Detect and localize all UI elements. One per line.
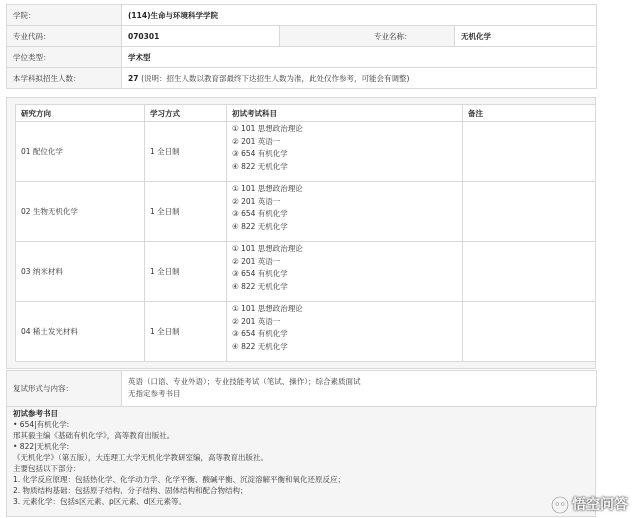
retest-table	[6, 370, 597, 407]
quota-cell	[122, 68, 597, 89]
college-value: (114)生命与环境科学学院	[122, 5, 597, 26]
major-name-label	[280, 26, 455, 47]
header-exam: 初试考试科目	[227, 105, 463, 122]
remark-cell	[463, 182, 596, 242]
exam-cell	[227, 182, 463, 242]
mode-cell: 1 全日制	[145, 302, 227, 362]
retest-label: 复试形式与内容：	[7, 371, 122, 407]
major-row	[7, 26, 597, 47]
books-line: 3. 元素化学：包括s区元素、p区元素、d区元素等。	[13, 497, 186, 506]
major-code-value: 070301	[122, 26, 280, 47]
exam-item: ④ 822 无机化学	[232, 221, 288, 231]
books-line: 2. 物质结构基础：包括原子结构、分子结构、固体结构和配合物结构；	[13, 486, 248, 495]
direction-cell: 02 生物无机化学	[16, 182, 145, 242]
exam-item: ① 101 思想政治理论	[232, 244, 303, 253]
reference-books	[6, 407, 596, 517]
books-line: • 654|有机化学:	[13, 420, 70, 429]
exam-item: ② 201 英语一	[232, 136, 281, 146]
exam-item: ② 201 英语一	[232, 196, 281, 206]
college-label: 学院：	[7, 5, 122, 26]
exam-item: ③ 654 有机化学	[232, 149, 288, 159]
mode-cell: 1 全日制	[145, 182, 227, 242]
books-line: 主要包括以下部分：	[13, 464, 81, 473]
retest-content	[122, 371, 597, 407]
table-row	[16, 302, 596, 362]
exam-cell	[227, 122, 463, 182]
mode-cell: 1 全日制	[145, 122, 227, 182]
degree-type-value: 学术型	[122, 47, 597, 68]
books-line: 《无机化学》（第五版），大连理工大学无机化学教研室编，高等教育出版社。	[13, 453, 268, 462]
direction-cell: 04 稀土发光材料	[16, 302, 145, 362]
exam-item: ④ 822 无机化学	[232, 161, 288, 171]
header-direction: 研究方向	[16, 105, 145, 122]
exam-item: ④ 822 无机化学	[232, 281, 288, 291]
books-line: 邢其毅主编《基础有机化学》，高等教育出版社。	[13, 431, 175, 440]
exam-item: ③ 654 有机化学	[232, 209, 288, 219]
quota-label: 本学科拟招生人数：	[7, 68, 122, 89]
table-row	[16, 242, 596, 302]
retest-line: 英语（口语、专业外语）；专业技能考试（笔试、操作）；综合素质面试	[128, 376, 361, 386]
basic-info-table	[6, 4, 597, 89]
watermark-text: 悟空问答	[572, 496, 628, 513]
college-row	[7, 5, 597, 26]
direction-cell: 03 纳米材料	[16, 242, 145, 302]
major-name-value: 无机化学	[455, 26, 597, 47]
exam-item: ③ 654 有机化学	[232, 329, 288, 339]
exam-item: ② 201 英语一	[232, 256, 281, 266]
books-line: 1. 化学反应原理：包括热化学、化学动力学、化学平衡、酸碱平衡、沉淀溶解平衡和氧化还原反应；	[13, 475, 346, 484]
remark-cell	[463, 242, 596, 302]
retest-line: 无指定参考书目	[128, 388, 181, 398]
remark-cell	[463, 122, 596, 182]
exam-item: ④ 822 无机化学	[232, 341, 288, 351]
exam-item: ③ 654 有机化学	[232, 269, 288, 279]
degree-type-label: 学位类型：	[7, 47, 122, 68]
major-code-label: 专业代码：	[7, 26, 122, 47]
watermark	[551, 496, 628, 514]
table-row	[16, 182, 596, 242]
directions-panel	[6, 97, 596, 369]
books-title: 初试参考书目	[13, 409, 58, 418]
degree-row	[7, 47, 597, 68]
quota-value: 27	[128, 73, 139, 83]
wukong-logo-icon	[551, 496, 569, 514]
exam-item: ① 101 思想政治理论	[232, 304, 303, 313]
books-line: • 822|无机化学:	[13, 442, 70, 451]
quota-row	[7, 68, 597, 89]
directions-table	[15, 104, 596, 362]
direction-cell: 01 配位化学	[16, 122, 145, 182]
directions-header-row	[16, 105, 596, 122]
quota-note: (说明：招生人数以教育部最终下达招生人数为准，此处仅作参考，可能会有调整)	[141, 73, 410, 83]
exam-item: ① 101 思想政治理论	[232, 184, 303, 193]
mode-cell: 1 全日制	[145, 242, 227, 302]
retest-row	[7, 371, 597, 407]
exam-cell	[227, 302, 463, 362]
exam-item: ① 101 思想政治理论	[232, 124, 303, 133]
remark-cell	[463, 302, 596, 362]
exam-cell	[227, 242, 463, 302]
exam-item: ② 201 英语一	[232, 316, 281, 326]
header-remark: 备注	[463, 105, 596, 122]
major-name-label-text: 专业名称：	[374, 31, 412, 41]
table-row	[16, 122, 596, 182]
header-mode: 学习方式	[145, 105, 227, 122]
